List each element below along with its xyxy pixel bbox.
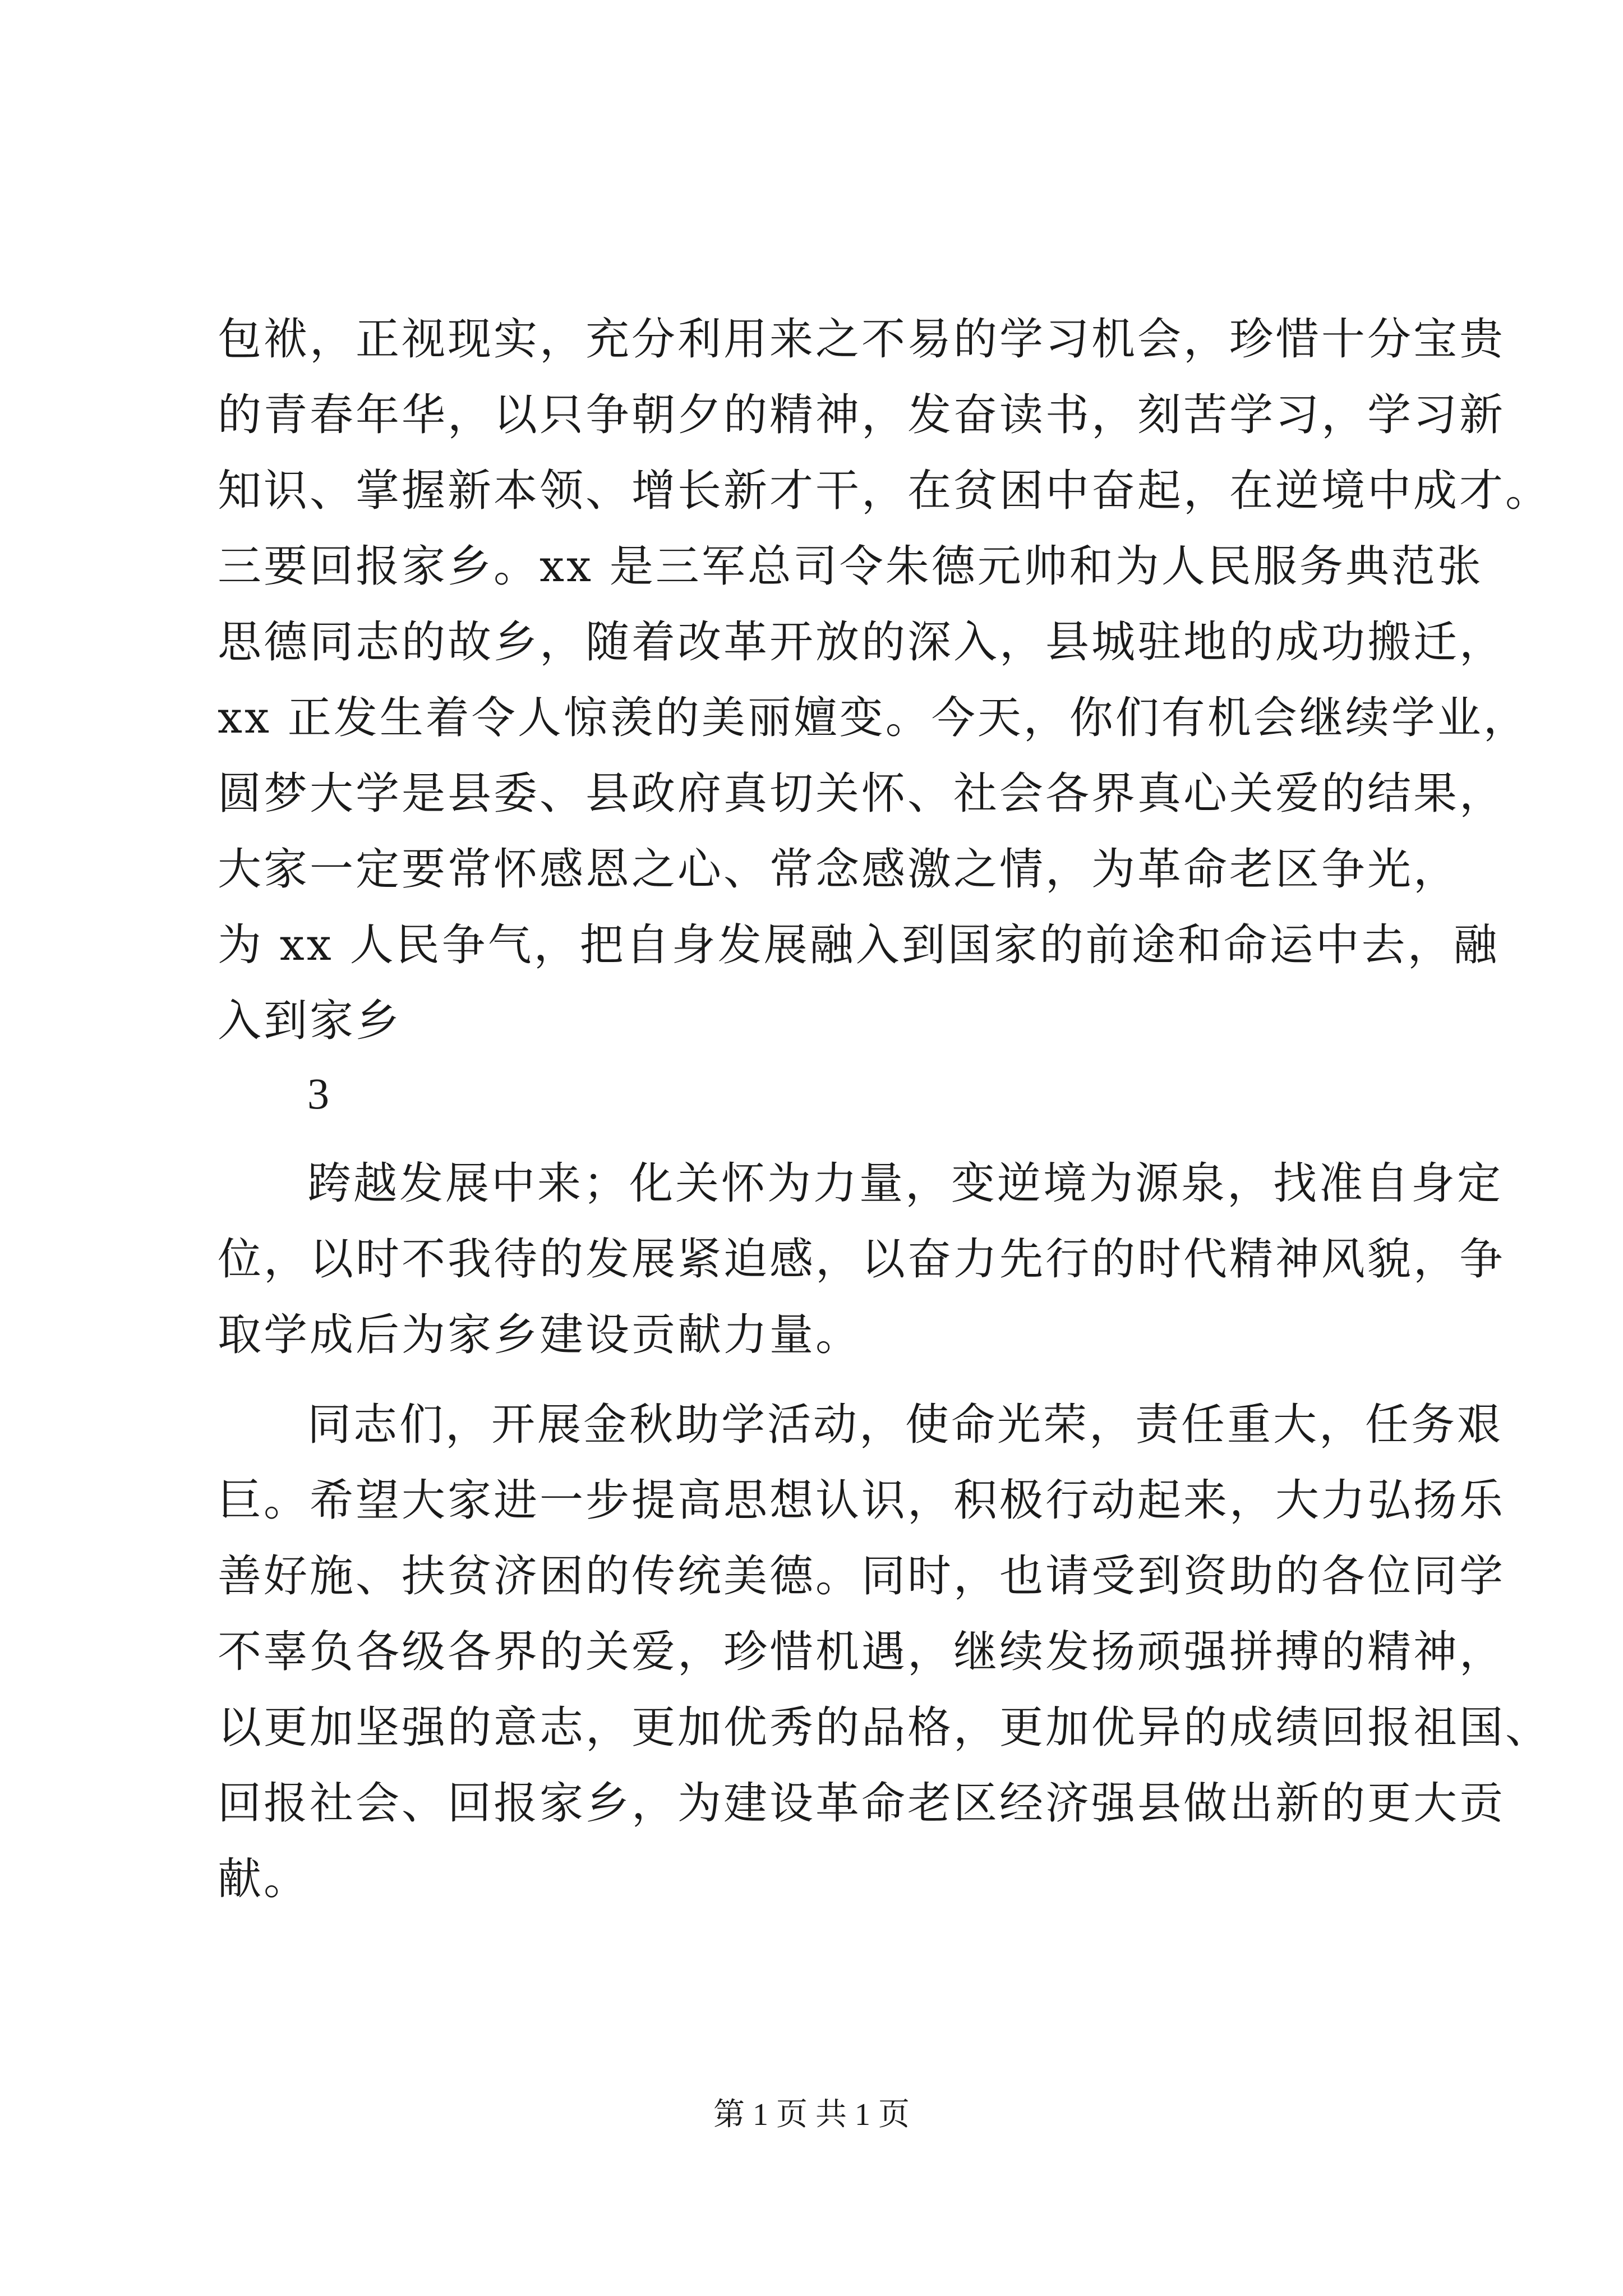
text-line: 包袱，正视现实，充分利用来之不易的学习机会，珍惜十分宝贵 — [218, 314, 1506, 365]
text-line: 不辜负各级各界的关爱，珍惜机遇，继续发扬顽强拼搏的精神， — [218, 1627, 1506, 1677]
page-footer: 第 1 页 共 1 页 — [713, 2097, 910, 2132]
text-line: 知识、掌握新本领、增长新才干，在贫困中奋起，在逆境中成才。 — [218, 466, 1552, 516]
paragraph-first-line: 跨越发展中来；化关怀为力量，变逆境为源泉，找准自身定 — [307, 1158, 1504, 1209]
text-line: xx 正发生着令人惊羡的美丽嬗变。今天，你们有机会继续学业， — [218, 693, 1529, 743]
text-line: 巨。希望大家进一步提高思想认识，积极行动起来，大力弘扬乐 — [218, 1475, 1506, 1526]
text-line: 取学成后为家乡建设贡献力量。 — [218, 1310, 862, 1360]
text-line: 善好施、扶贫济困的传统美德。同时，也请受到资助的各位同学 — [218, 1551, 1506, 1602]
text-line: 思德同志的故乡，随着改革开放的深入，县城驻地的成功搬迁， — [218, 617, 1506, 668]
text-line: 以更加坚强的意志，更加优秀的品格，更加优异的成绩回报祖国、 — [218, 1703, 1552, 1753]
text-line: 位，以时不我待的发展紧迫感，以奋力先行的时代精神风貌，争 — [218, 1234, 1506, 1285]
text-line: 为 xx 人民争气，把自身发展融入到国家的前途和命运中去，融 — [218, 920, 1500, 970]
text-line: 大家一定要常怀感恩之心、常念感激之情，为革命老区争光， — [218, 844, 1460, 895]
text-line: 的青春年华，以只争朝夕的精神，发奋读书，刻苦学习，学习新 — [218, 390, 1506, 440]
inline-page-number: 3 — [307, 1069, 329, 1118]
text-line: 献。 — [218, 1854, 310, 1904]
text-line: 圆梦大学是县委、县政府真切关怀、社会各界真心关爱的结果， — [218, 769, 1506, 819]
text-line: 三要回报家乡。xx 是三军总司令朱德元帅和为人民服务典范张 — [218, 541, 1483, 592]
paragraph-first-line: 同志们，开展金秋助学活动，使命光荣，责任重大，任务艰 — [307, 1400, 1504, 1450]
text-line: 入到家乡 — [218, 996, 402, 1046]
text-line: 回报社会、回报家乡，为建设革命老区经济强县做出新的更大贡 — [218, 1778, 1506, 1829]
